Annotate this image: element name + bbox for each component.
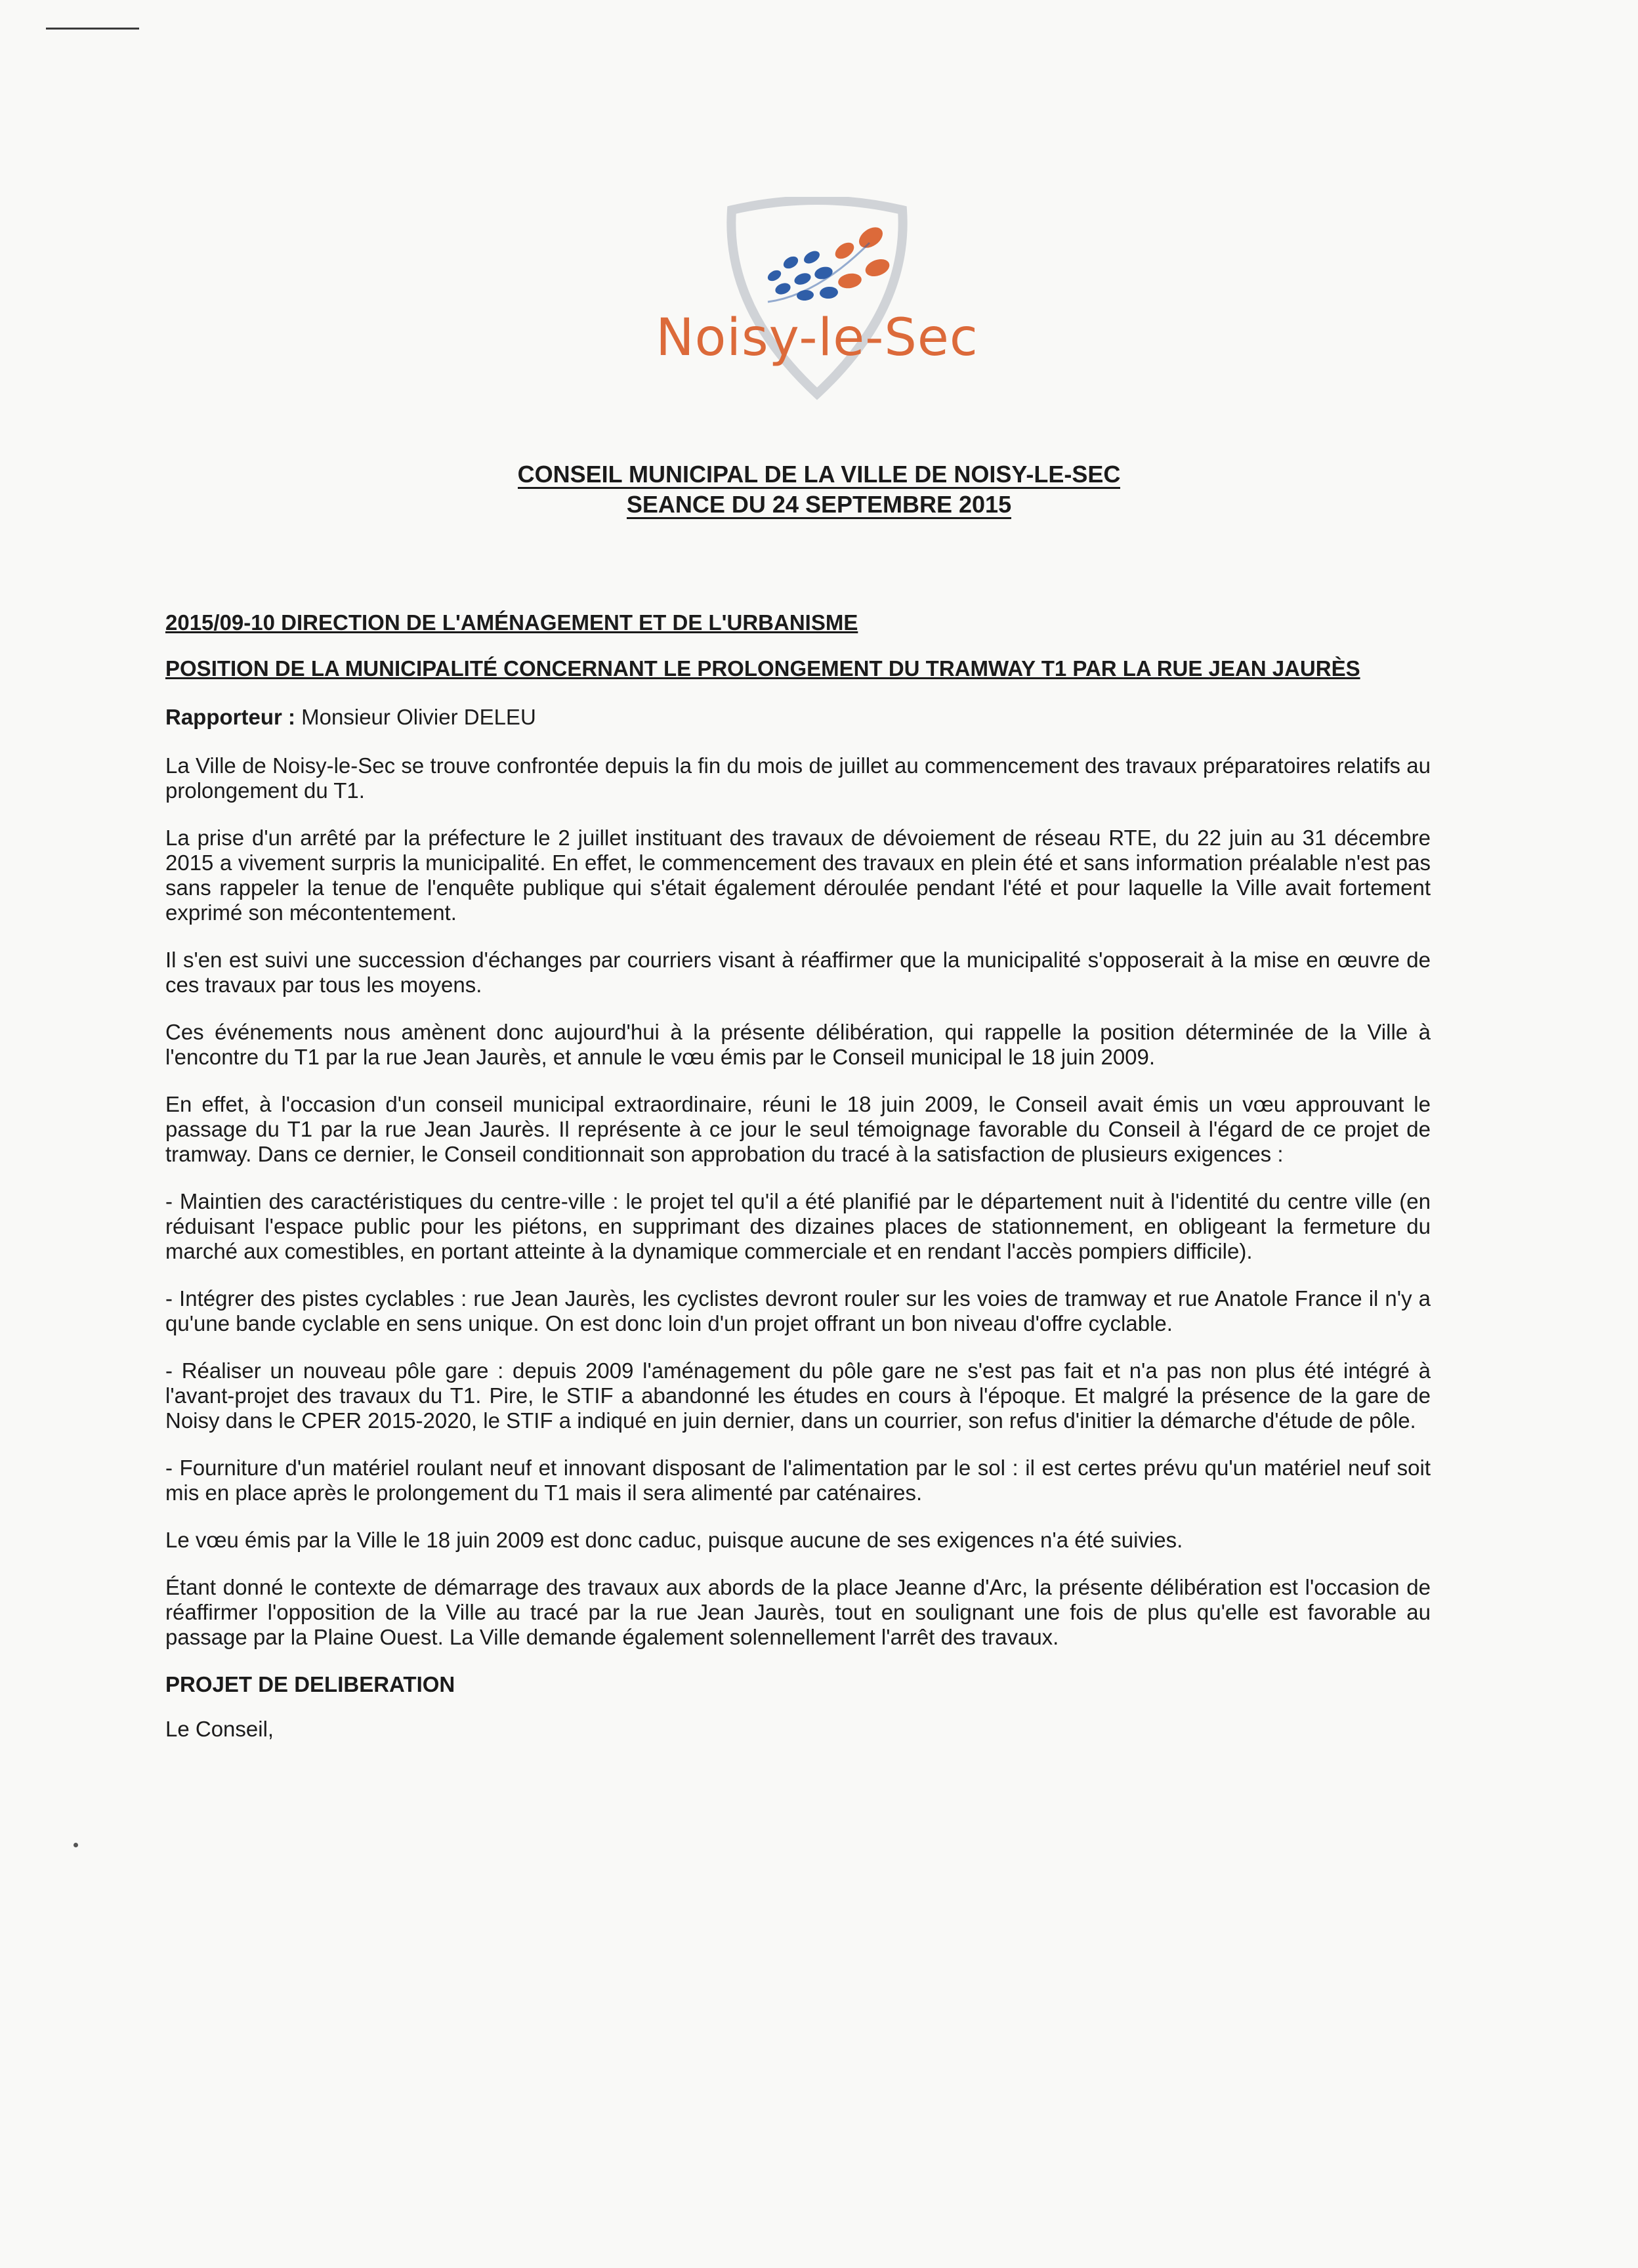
header-council-title: CONSEIL MUNICIPAL DE LA VILLE DE NOISY-LE-SEC (517, 461, 1121, 488)
section-title: 2015/09-10 DIRECTION DE L'AMÉNAGEMENT ET DE L'URBANISME (165, 610, 858, 635)
header-session-date: SEANCE DU 24 SEPTEMBRE 2015 (626, 491, 1012, 518)
scan-edge-mark (46, 28, 139, 30)
paragraph: La prise d'un arrêté par la préfecture le 2 juillet instituant des travaux de dévoiement de réseau RTE, du 22 juin au 31 décembre 2015 a vivement surpris la municipalité. En effet, le commencement des travaux en plein été et sans information préalable n'est pas sans rappeler la tenue de l'enquête publique qui s'était également déroulée pendant l'été et pour laquelle la Ville avait fortement exprimé son mécontentement. (165, 826, 1431, 925)
logo-emblem-icon (633, 197, 1001, 400)
requirement-item: - Maintien des caractéristiques du centre-ville : le projet tel qu'il a été planifié par le département nuit à l'identité du centre ville (en réduisant l'espace public pour les piétons, en supprimant des dizaines places de stationnement, en obligeant la fermeture du marché aux comestibles, en portant atteinte à la dynamique commerciale et en rendant l'accès pompiers difficile). (165, 1189, 1431, 1263)
noisy-le-sec-logo (633, 197, 1001, 400)
scan-speck (74, 1843, 78, 1847)
rapporteur-line (165, 705, 1431, 730)
paragraph: Il s'en est suivi une succession d'échanges par courriers visant à réaffirmer que la municipalité s'opposerait à la mise en œuvre de ces travaux par tous les moyens. (165, 948, 1431, 997)
paragraph: Le vœu émis par la Ville le 18 juin 2009 est donc caduc, puisque aucune de ses exigences n'a été suivies. (165, 1528, 1183, 1552)
document-header (0, 461, 1638, 521)
closing-line: Le Conseil, (165, 1717, 274, 1741)
paragraph: La Ville de Noisy-le-Sec se trouve confrontée depuis la fin du mois de juillet au commencement des travaux préparatoires relatifs au prolongement du T1. (165, 753, 1431, 803)
requirement-item: - Fourniture d'un matériel roulant neuf et innovant disposant de l'alimentation par le sol : il est certes prévu qu'un matériel neuf soit mis en place après le prolongement du T1 mais il sera alimenté par caténaires. (165, 1456, 1431, 1505)
rapporteur-label: Rapporteur : (165, 705, 295, 729)
subject-title: POSITION DE LA MUNICIPALITÉ CONCERNANT LE PROLONGEMENT DU TRAMWAY T1 PAR LA RUE JEAN JAURÈS (165, 656, 1360, 681)
requirement-item: - Réaliser un nouveau pôle gare : depuis 2009 l'aménagement du pôle gare ne s'est pas fait et n'a pas non plus été intégré à l'avant-projet des travaux du T1. Pire, le STIF a abandonné les études en cours à l'époque. Et malgré la présence de la gare de Noisy dans le CPER 2015-2020, le STIF a indiqué en juin dernier, dans un courrier, son refus d'initier la démarche d'étude de pôle. (165, 1358, 1431, 1433)
requirement-item: - Intégrer des pistes cyclables : rue Jean Jaurès, les cyclistes devront rouler sur les voies de tramway et rue Anatole France il n'y a qu'une bande cyclable en sens unique. On est donc loin d'un projet offrant un bon niveau d'offre cyclable. (165, 1286, 1431, 1335)
rapporteur-name: Monsieur Olivier DELEU (301, 705, 536, 729)
document-body (165, 610, 1431, 1742)
paragraph: En effet, à l'occasion d'un conseil municipal extraordinaire, réuni le 18 juin 2009, le Conseil avait émis un vœu approuvant le passage du T1 par la rue Jean Jaurès. Il représente à ce jour le seul témoignage favorable du Conseil à l'égard de ce projet de tramway. Dans ce dernier, le Conseil conditionnait son approbation du tracé à la satisfaction de plusieurs exigences : (165, 1092, 1431, 1166)
projet-heading: PROJET DE DELIBERATION (165, 1672, 455, 1696)
paragraph: Ces événements nous amènent donc aujourd'hui à la présente délibération, qui rappelle la position déterminée de la Ville à l'encontre du T1 par la rue Jean Jaurès, et annule le vœu émis par le Conseil municipal le 18 juin 2009. (165, 1020, 1431, 1069)
logo-wordmark: Noisy-le-Sec (656, 308, 978, 368)
paragraph: Étant donné le contexte de démarrage des travaux aux abords de la place Jeanne d'Arc, la présente délibération est l'occasion de réaffirmer l'opposition de la Ville au tracé par la rue Jean Jaurès, tout en soulignant une fois de plus qu'elle est favorable au passage par la Plaine Ouest. La Ville demande également solennellement l'arrêt des travaux. (165, 1575, 1431, 1649)
